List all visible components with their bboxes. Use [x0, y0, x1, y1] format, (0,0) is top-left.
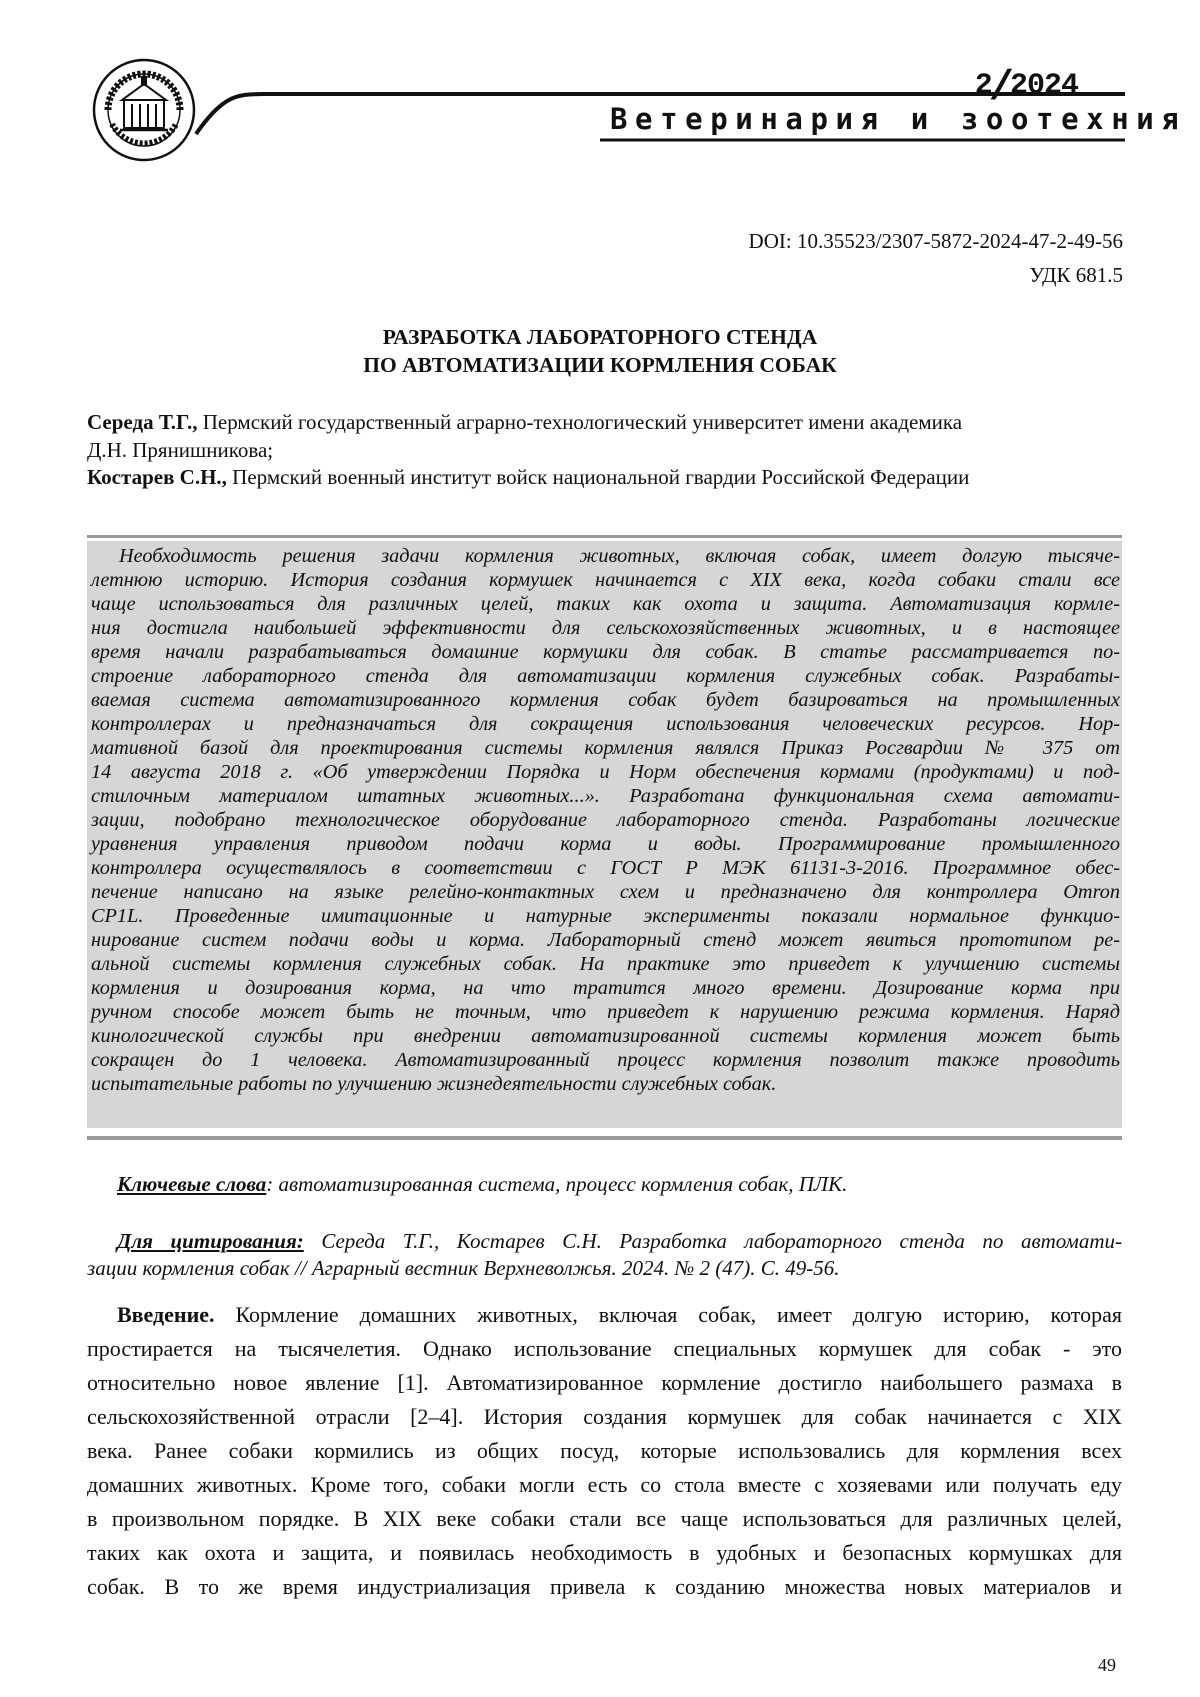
abstract-line: Необходимость решения задачи кормления животных, включая собак, имеет долгую тысяче-: [119, 545, 1120, 567]
abstract-line: ручном способе может быть не точным, что приведет к нарушению режима кормления. Наряд: [91, 1001, 1120, 1023]
abstract-line: чаще использоваться для различных целей, таких как охота и защита. Автоматизация кормле-: [91, 593, 1120, 615]
abstract-line: время начали разрабатываться домашние кормушки для собак. В статье рассматривается по-: [91, 641, 1120, 663]
abstract-line: нирование систем подачи воды и корма. Лабораторный стенд может явиться прототипом ре-: [91, 929, 1120, 951]
abstract-line: мативной базой для проектирования системы кормления являлся Приказ Росгвардии № 375 от: [91, 737, 1120, 759]
abstract-line: альной системы кормления служебных собак. На практике это приведет к улучшению системы: [91, 953, 1120, 975]
citation-line-1: [87, 1229, 1122, 1254]
abstract-line: стилочным материалом штатных животных...». Разработана функциональная схема автомати-: [91, 785, 1120, 807]
intro-line: Введение. Кормление домашних животных, включая собак, имеет долгую историю, которая: [117, 1302, 1122, 1327]
intro-line: собак. В то же время индустриализация привела к созданию множества новых материалов и: [87, 1574, 1122, 1599]
intro-line: домашних животных. Кроме того, собаки могли есть со стола вместе с хозяевами или получать еду: [87, 1472, 1122, 1497]
citation-line-2: зации кормления собак // Аграрный вестник Верхневолжья. 2024. № 2 (47). С. 49-56.: [87, 1256, 840, 1280]
intro-line: века. Ранее собаки кормились из общих посуд, которые использовались для кормления всех: [87, 1438, 1122, 1463]
udk: УДК 681.5: [1029, 263, 1123, 287]
abstract-line: ваемая система автоматизированного кормления собак будет базироваться на промышленных: [91, 689, 1120, 711]
keywords-text: : автоматизированная система, процесс кормления собак, ПЛК.: [266, 1172, 848, 1196]
issue-number: 2/2024: [974, 64, 1078, 112]
abstract-top-rule: [87, 535, 1122, 538]
doi: DOI: 10.35523/2307-5872-2024-47-2-49-56: [748, 229, 1123, 253]
author-affiliation: Пермский военный институт войск национальной гвардии Российской Федерации: [232, 465, 970, 489]
abstract-line: кормления и дозирования корма, на что тратится много времени. Дозирование корма при: [91, 977, 1120, 999]
intro-line: таких как охота и защита, и появилась необходимость в удобных и безопасных кормушках для: [87, 1540, 1122, 1565]
abstract-line: CP1L. Проведенные имитационные и натурные эксперименты показали нормальное функцио-: [91, 905, 1120, 927]
abstract-line: уравнения управления приводом подачи корма и воды. Программирование промышленного: [91, 833, 1120, 855]
intro-line: простирается на тысячелетия. Однако использование специальных кормушек для собак - это: [87, 1336, 1122, 1361]
abstract-line: испытательные работы по улучшению жизнедеятельности служебных собак.: [91, 1073, 777, 1095]
abstract-line: печение написано на языке релейно-контактных схем и предназначено для контроллера Omron: [91, 881, 1120, 903]
author-1-affiliation-cont: Д.Н. Прянишникова;: [87, 438, 274, 462]
intro-line: относительно новое явление [1]. Автоматизированное кормление достигло наибольшего размаха в: [87, 1370, 1122, 1395]
abstract-line: контроллера осуществлялось в соответствии с ГОСТ Р МЭК 61131-3-2016. Программное обес-: [91, 857, 1120, 879]
citation-text: Середа Т.Г., Костарев С.Н. Разработка лабораторного стенда по автомати-: [303, 1229, 1122, 1253]
abstract-line: строение лабораторного стенда для автоматизации кормления служебных собак. Разрабаты-: [91, 665, 1120, 687]
intro-line: сельскохозяйственной отрасли [2–4]. История создания кормушек для собак начинается с XIX: [87, 1404, 1122, 1429]
author-name: Костарев С.Н.,: [87, 465, 227, 489]
page-number: 49: [1098, 1655, 1116, 1675]
abstract-bottom-rule: [87, 1136, 1122, 1140]
journal-section-title: Ветеринария и зоотехния: [610, 102, 1187, 136]
keywords-label: Ключевые слова: [117, 1172, 267, 1196]
article-title-line-1: РАЗРАБОТКА ЛАБОРАТОРНОГО СТЕНДА: [382, 325, 818, 349]
abstract-line: ния достигла наибольшей эффективности для сельскохозяйственных животных, и в настоящее: [91, 617, 1120, 639]
intro-label: Введение.: [117, 1302, 215, 1327]
keywords: [87, 1172, 1122, 1197]
abstract-line: зации, подобрано технологическое оборудование лабораторного стенда. Разработаны логические: [91, 809, 1120, 831]
author-affiliation: Пермский государственный аграрно-технологический университет имени академика: [202, 410, 963, 434]
abstract-line: контроллерах и предназначаться для сокращения использования человеческих ресурсов. Нор-: [91, 713, 1120, 735]
journal-logo: [92, 58, 196, 162]
citation-label: Для цитирования:: [117, 1229, 304, 1253]
author-1: [87, 410, 962, 435]
author-2: [87, 465, 969, 490]
abstract-line: кинологической службы при внедрении автоматизированной системы кормления может быть: [91, 1025, 1120, 1047]
intro-line: в произвольном порядке. В XIX веке собаки стали все чаще использоваться для различных целей,: [87, 1506, 1122, 1531]
abstract-line: летнюю историю. История создания кормушек начинается с XIX века, когда собаки стали все: [91, 569, 1120, 591]
abstract-line: 14 августа 2018 г. «Об утверждении Порядка и Норм обеспечения кормами (продуктами) и под-: [91, 761, 1120, 783]
abstract-line: сокращен до 1 человека. Автоматизированный процесс кормления позволит также проводить: [91, 1049, 1120, 1071]
abstract: [87, 541, 1122, 1128]
author-name: Середа Т.Г.,: [87, 410, 198, 434]
article-title-line-2: ПО АВТОМАТИЗАЦИИ КОРМЛЕНИЯ СОБАК: [363, 353, 837, 377]
